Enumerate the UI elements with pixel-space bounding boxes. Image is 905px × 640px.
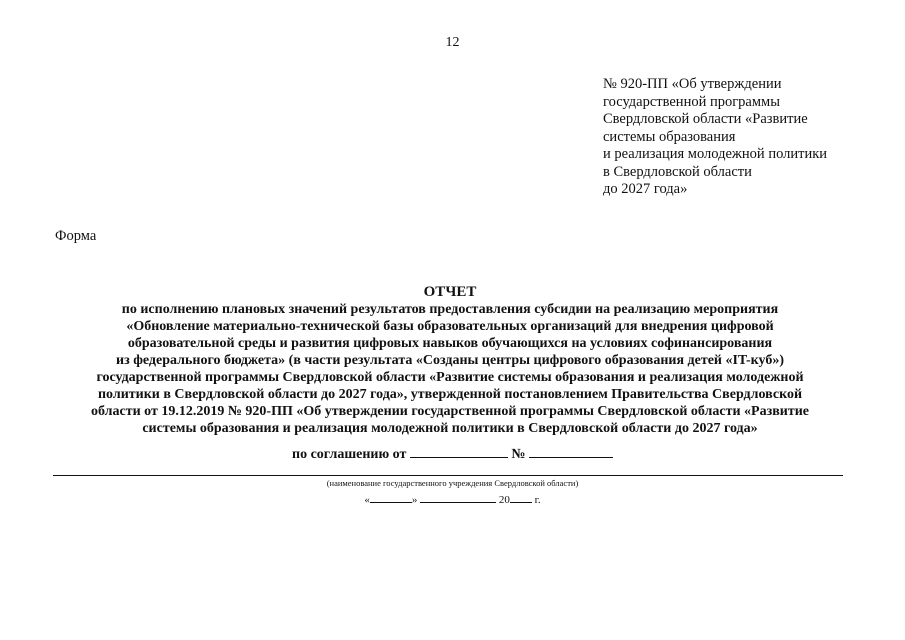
agreement-line [0, 444, 905, 463]
approval-line: в Свердловской области [603, 163, 752, 180]
date-year-prefix: 20 [498, 494, 510, 506]
agreement-prefix: по соглашению от [292, 447, 407, 462]
agreement-number-field[interactable] [529, 444, 613, 458]
date-month-field[interactable] [420, 492, 496, 503]
report-heading: ОТЧЕТ [423, 284, 477, 300]
agreement-number-sign: № [511, 447, 526, 462]
form-label: Форма [55, 228, 97, 244]
agreement-date-field[interactable] [410, 444, 508, 458]
report-title-line: государственной программы Свердловской области «Развитие системы образования и реализация молодежной [96, 370, 804, 385]
report-title-line: из федерального бюджета» (в части результата «Созданы центры цифрового образования детей «IT-куб») [116, 353, 784, 368]
report-title-line: политики в Свердловской области до 2027 года», утвержденной постановлением Правительства Свердловской [97, 387, 803, 402]
date-year-suffix: г. [534, 494, 541, 506]
date-close-quote: » [411, 494, 418, 506]
report-title-line: системы образования и реализация молодежной политики в Свердловской области до 2027 года» [142, 421, 758, 436]
page-number: 12 [445, 35, 460, 50]
approval-line: до 2027 года» [603, 181, 688, 197]
report-title-block [40, 284, 860, 437]
organization-name-field[interactable] [53, 475, 843, 476]
approval-reference [603, 76, 903, 199]
approval-line: системы образования [603, 128, 736, 145]
approval-line: государственной программы [603, 93, 780, 110]
date-year-field[interactable] [510, 492, 532, 503]
approval-line: № 920-ПП «Об утверждении [603, 76, 782, 92]
report-title-line: образовательной среды и развития цифровых навыков обучающихся на условиях софинансирования [127, 336, 773, 351]
organization-caption: (наименование государственного учреждения Свердловской области) [326, 478, 579, 488]
date-day-field[interactable] [370, 492, 412, 503]
report-title-line: по исполнению плановых значений результатов предоставления субсидии на реализацию мероприятия [121, 302, 779, 317]
date-open-quote: « [364, 494, 370, 506]
report-title-line: «Обновление материально-технической базы образовательных организаций для внедрения цифровой [126, 319, 774, 334]
approval-line: и реализация молодежной политики [603, 146, 828, 162]
report-date-line [0, 492, 905, 506]
report-title-line: области от 19.12.2019 № 920-ПП «Об утверждении государственной программы Свердловской области «Развитие [90, 404, 810, 419]
approval-line: Свердловской области «Развитие [603, 111, 808, 127]
